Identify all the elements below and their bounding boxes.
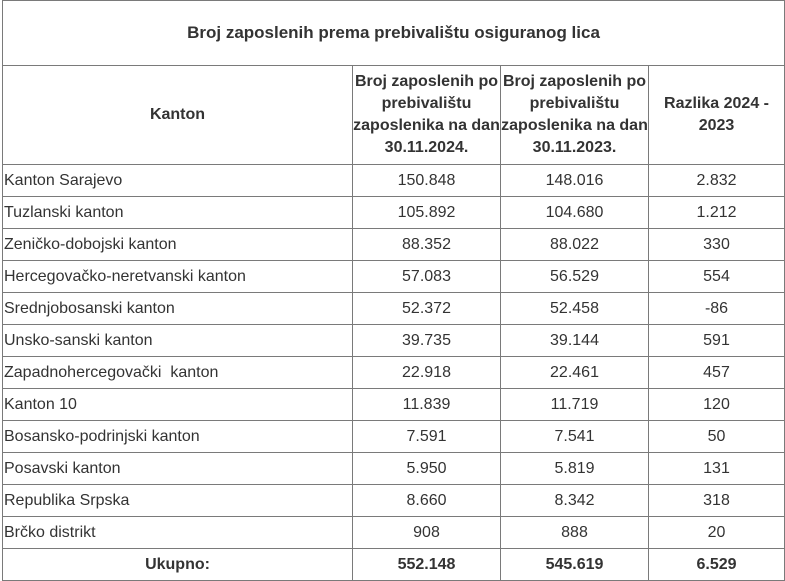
row-value-2024: 150.848 [353,165,501,197]
row-value-2023: 22.461 [501,357,649,389]
header-kanton: Kanton [3,66,353,165]
row-difference: 131 [649,453,785,485]
row-name: Republika Srpska [3,485,353,517]
row-name: Brčko distrikt [3,517,353,549]
row-name: Posavski kanton [3,453,353,485]
row-value-2024: 908 [353,517,501,549]
row-value-2023: 52.458 [501,293,649,325]
row-value-2024: 105.892 [353,197,501,229]
row-difference: -86 [649,293,785,325]
header-difference: Razlika 2024 - 2023 [649,66,785,165]
row-difference: 2.832 [649,165,785,197]
row-value-2023: 104.680 [501,197,649,229]
table-row [3,485,785,517]
row-value-2024: 11.839 [353,389,501,421]
row-name: Kanton 10 [3,389,353,421]
table-row [3,229,785,261]
row-value-2023: 888 [501,517,649,549]
table-row [3,389,785,421]
row-name: Unsko-sanski kanton [3,325,353,357]
row-value-2024: 8.660 [353,485,501,517]
table-row [3,357,785,389]
row-value-2024: 57.083 [353,261,501,293]
table-row [3,261,785,293]
row-name: Tuzlanski kanton [3,197,353,229]
employment-table [2,0,785,581]
row-value-2023: 5.819 [501,453,649,485]
row-value-2024: 5.950 [353,453,501,485]
table-row [3,517,785,549]
row-value-2024: 88.352 [353,229,501,261]
row-value-2023: 56.529 [501,261,649,293]
row-name: Zapadnohercegovački kanton [3,357,353,389]
row-value-2024: 7.591 [353,421,501,453]
total-value-2023: 545.619 [501,549,649,581]
row-difference: 1.212 [649,197,785,229]
total-row [3,549,785,581]
total-difference: 6.529 [649,549,785,581]
table-row [3,325,785,357]
row-difference: 318 [649,485,785,517]
row-value-2023: 8.342 [501,485,649,517]
row-difference: 120 [649,389,785,421]
row-difference: 20 [649,517,785,549]
table-row [3,293,785,325]
table-row [3,197,785,229]
table-row [3,453,785,485]
title-row [3,1,785,66]
row-name: Bosansko-podrinjski kanton [3,421,353,453]
row-name: Hercegovačko-neretvanski kanton [3,261,353,293]
table-row [3,165,785,197]
row-name: Zeničko-dobojski kanton [3,229,353,261]
row-value-2024: 22.918 [353,357,501,389]
header-2024: Broj zaposlenih po prebivalištu zaposlenika na dan 30.11.2024. [353,66,501,165]
table-title: Broj zaposlenih prema prebivalištu osiguranog lica [3,1,785,66]
total-label: Ukupno: [3,549,353,581]
row-name: Kanton Sarajevo [3,165,353,197]
row-value-2023: 39.144 [501,325,649,357]
header-row [3,66,785,165]
table-body [3,1,785,581]
row-value-2023: 11.719 [501,389,649,421]
row-value-2023: 88.022 [501,229,649,261]
row-value-2024: 52.372 [353,293,501,325]
row-difference: 554 [649,261,785,293]
row-value-2024: 39.735 [353,325,501,357]
total-value-2024: 552.148 [353,549,501,581]
row-difference: 330 [649,229,785,261]
row-name: Srednjobosanski kanton [3,293,353,325]
row-difference: 457 [649,357,785,389]
row-difference: 50 [649,421,785,453]
table-row [3,421,785,453]
row-difference: 591 [649,325,785,357]
header-2023: Broj zaposlenih po prebivalištu zaposlenika na dan 30.11.2023. [501,66,649,165]
row-value-2023: 148.016 [501,165,649,197]
row-value-2023: 7.541 [501,421,649,453]
